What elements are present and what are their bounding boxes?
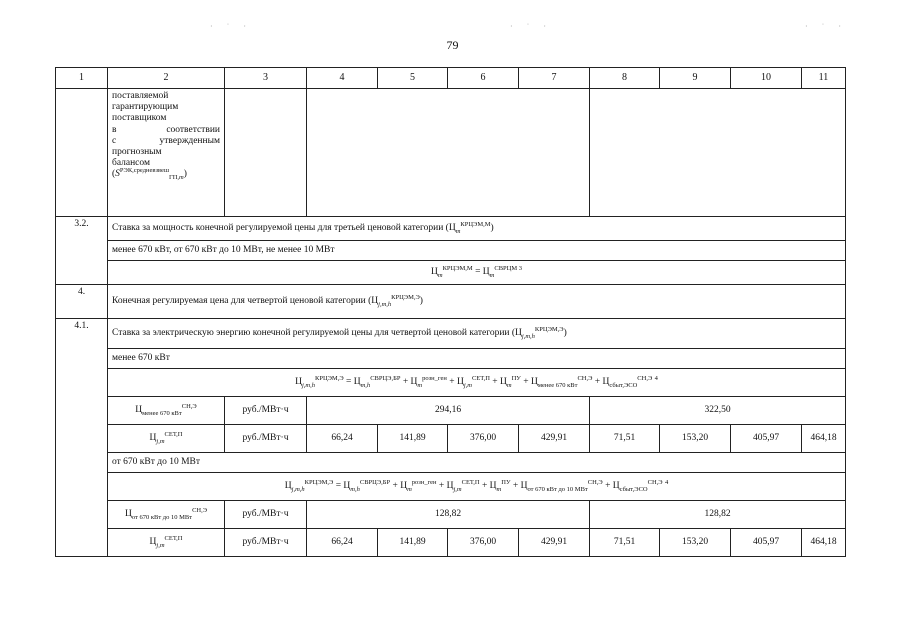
- unit-cell: руб./МВт·ч: [225, 501, 307, 529]
- continuation-row: [56, 89, 846, 217]
- value-cell: 429,91: [519, 425, 590, 453]
- value-cell: 153,20: [660, 529, 731, 557]
- value-cell: 464,18: [802, 425, 846, 453]
- value-cell: 66,24: [307, 425, 378, 453]
- row-label: $Ц_{j,m}^{СЕТ,П}$: [108, 425, 225, 453]
- formula-row: $Ц_{j,m,h}^{КРЦЭМ,Э} = Ц_{m,h}^{СВРЦЭ,БР} + Ц_m^{розн\_ген} + Ц_{j,m}^{СЕТ,П} + Ц_m^{ПУ} + Ц_{менее 670 кВт}^{СН,Э} + Ц_{сбыт,ЭСО}^{СН,Э}$ $^4$: [108, 369, 846, 397]
- section-subtitle: менее 670 кВт, от 670 кВт до 10 МВт, не менее 10 МВт: [108, 241, 846, 261]
- column-number: 1: [56, 68, 108, 89]
- value-cell: 141,89: [378, 425, 448, 453]
- column-number: 6: [448, 68, 519, 89]
- data-row: [56, 425, 846, 453]
- value-cell: 71,51: [590, 425, 660, 453]
- value-cell: 429,91: [519, 529, 590, 557]
- unit-cell: руб./МВт·ч: [225, 425, 307, 453]
- section-4-row: [56, 285, 846, 319]
- section-subtitle: от 670 кВт до 10 МВт: [108, 453, 846, 473]
- formula-row: $Ц_{j,m,h}^{КРЦЭМ,Э} = Ц_{m,h}^{СВРЦЭ,БР} + Ц_m^{розн\_ген} + Ц_{j,m}^{СЕТ,П} + Ц_m^{ПУ} + Ц_{от 670 кВт до 10 МВт}^{СН,Э} + Ц_{сбыт,ЭСО}^{СН,Э}$ $^4$: [108, 473, 846, 501]
- value-cell: 376,00: [448, 529, 519, 557]
- column-number: 4: [307, 68, 378, 89]
- value-cell: 153,20: [660, 425, 731, 453]
- section-title: Ставка за электрическую энергию конечной регулируемой цены для четвертой ценовой категории $(Ц_{j,m,h}^{КРЦЭМ,Э})$: [108, 319, 846, 349]
- scan-speck: · ˙ ·: [210, 22, 252, 31]
- section-title: Конечная регулируемая цена для четвертой ценовой категории $(Ц_{j,m,h}^{КРЦЭМ,Э})$: [108, 285, 846, 319]
- value-cell: 141,89: [378, 529, 448, 557]
- value-cell: 405,97: [731, 425, 802, 453]
- column-number: 11: [802, 68, 846, 89]
- value-cell: 66,24: [307, 529, 378, 557]
- value-cell: 128,82: [307, 501, 590, 529]
- section-4-1-row: [56, 319, 846, 349]
- value-cell: 464,18: [802, 529, 846, 557]
- page-number: 79: [446, 38, 459, 52]
- formula-row: $Ц_m^{КРЦЭМ,М} = Ц_m^{СВРЦМ 3}$: [108, 261, 846, 285]
- section-subtitle: менее 670 кВт: [108, 349, 846, 369]
- section-3-2-row: [56, 217, 846, 241]
- continuation-text: поставляемой гарантирующим поставщиком в соответствии с утвержденным прогнозным балансом $(S^{РЭК,средневзвеш}_{ГП,m})$: [108, 89, 225, 217]
- section-number: 4.: [56, 285, 108, 319]
- column-number: 5: [378, 68, 448, 89]
- formula-s: $(S^{РЭК,средневзвеш}_{ГП,m})$: [112, 167, 187, 182]
- value-cell: 376,00: [448, 425, 519, 453]
- scan-speck: · ˙ ·: [805, 22, 847, 31]
- row-label: $Ц_{от 670 кВт до 10 МВт}^{СН,Э}$: [108, 501, 225, 529]
- column-number: 2: [108, 68, 225, 89]
- column-number: 8: [590, 68, 660, 89]
- value-cell: 128,82: [590, 501, 846, 529]
- unit-cell: руб./МВт·ч: [225, 397, 307, 425]
- column-number-row: [56, 68, 846, 89]
- data-row: [56, 397, 846, 425]
- data-row: [56, 501, 846, 529]
- value-cell: 294,16: [307, 397, 590, 425]
- tariff-table: [55, 67, 846, 557]
- section-title: Ставка за мощность конечной регулируемой цены для третьей ценовой категории $(Ц_m^{КРЦЭМ,М})$: [108, 217, 846, 241]
- scan-speck: · ˙ ·: [510, 22, 552, 31]
- column-number: 10: [731, 68, 802, 89]
- value-cell: 405,97: [731, 529, 802, 557]
- unit-cell: руб./МВт·ч: [225, 529, 307, 557]
- row-label: $Ц_{менее 670 кВт}^{СН,Э}$: [108, 397, 225, 425]
- value-cell: 71,51: [590, 529, 660, 557]
- data-row: [56, 529, 846, 557]
- section-number: 3.2.: [56, 217, 108, 285]
- column-number: 7: [519, 68, 590, 89]
- column-number: 9: [660, 68, 731, 89]
- section-number: 4.1.: [56, 319, 108, 557]
- column-number: 3: [225, 68, 307, 89]
- row-label: $Ц_{j,m}^{СЕТ,П}$: [108, 529, 225, 557]
- value-cell: 322,50: [590, 397, 846, 425]
